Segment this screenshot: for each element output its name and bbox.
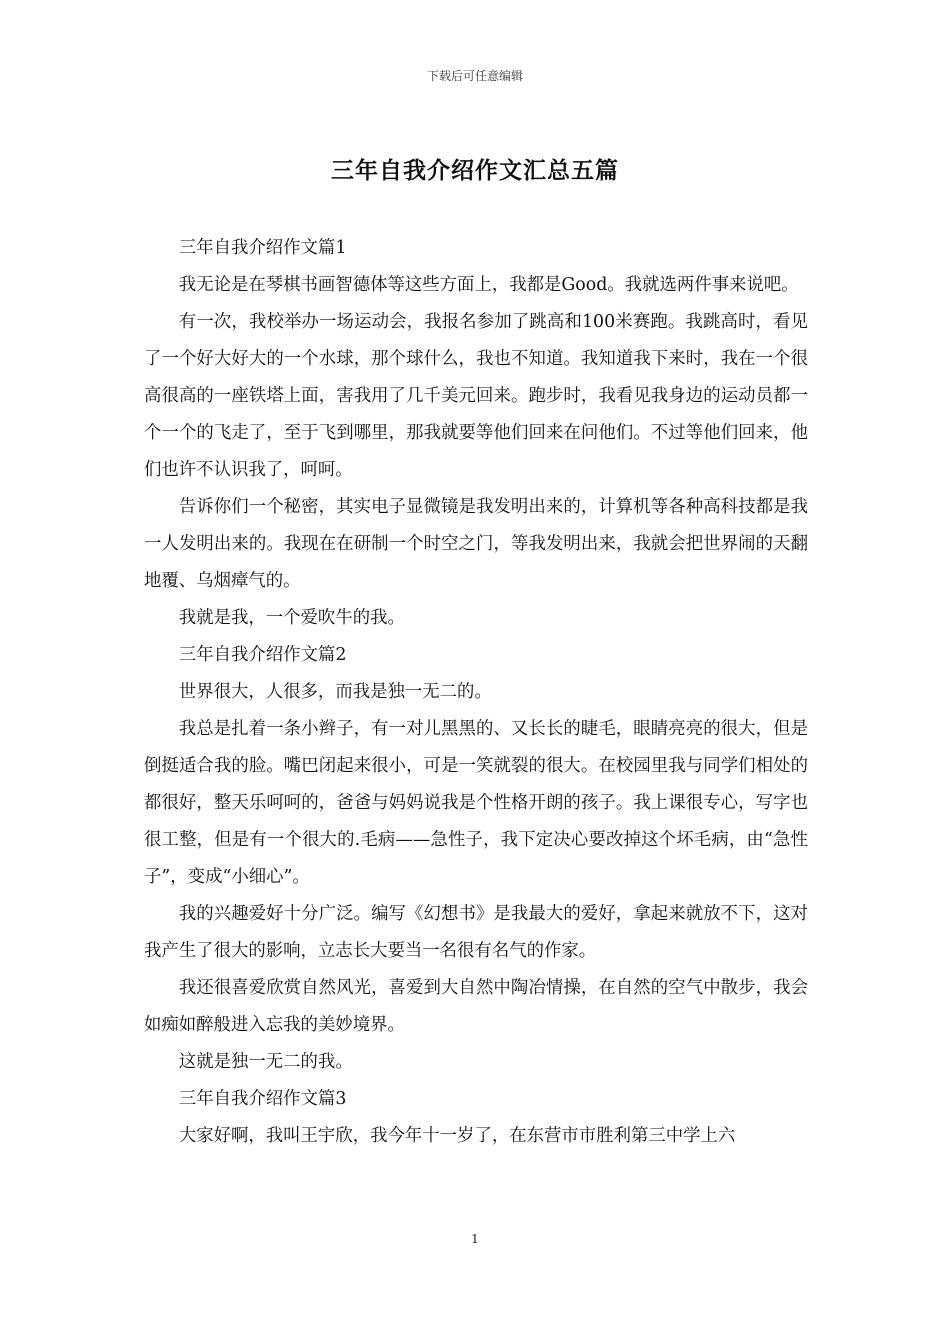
page-number: 1 [471,1232,479,1246]
paragraph: 我就是我，一个爱吹牛的我。 [178,608,405,628]
section-heading-2: 三年自我介绍作文篇2 [178,645,347,665]
section-heading-1: 三年自我介绍作文篇1 [178,238,347,258]
paragraph: 我的兴趣爱好十分广泛。编写《幻想书》是我最大的爱好，拿起来就放不下，这对我产生了很大的影响，立志长大要当一名很有名气的作家。 [144,904,808,961]
page-header: 下载后可任意编辑 [426,69,523,83]
section-heading-3: 三年自我介绍作文篇3 [178,1089,347,1109]
paragraph: 告诉你们一个秘密，其实电子显微镜是我发明出来的，计算机等各种高科技都是我一人发明出来的。我现在在研制一个时空之门，等我发明出来，我就会把世界闹的天翻地覆、乌烟瘴气的。 [144,497,808,591]
document-body [144,230,808,1155]
paragraph: 这就是独一无二的我。 [178,1052,353,1072]
paragraph: 我无论是在琴棋书画智德体等这些方面上，我都是Good。我就选两件事来说吧。 [178,275,799,295]
paragraph: 有一次，我校举办一场运动会，我报名参加了跳高和100米赛跑。我跳高时，看见了一个好大好大的一个水球，那个球什么，我也不知道。我知道我下来时，我在一个很高很高的一座铁塔上面，害我用了几千美元回来。跑步时，我看见我身边的运动员都一个一个的飞走了，至于飞到哪里，那我就要等他们回来在问他们。不过等他们回来，他们也许不认识我了，呵呵。 [144,312,808,480]
paragraph: 大家好啊，我叫王宇欣，我今年十一岁了，在东营市市胜利第三中学上六 [178,1126,736,1146]
paragraph: 世界很大，人很多，而我是独一无二的。 [178,682,492,702]
document-title: 三年自我介绍作文汇总五篇 [331,157,619,184]
paragraph: 我总是扎着一条小辫子，有一对儿黑黑的、又长长的睫毛，眼睛亮亮的很大，但是倒挺适合我的脸。嘴巴闭起来很小，可是一笑就裂的很大。在校园里我与同学们相处的都很好，整天乐呵呵的，爸爸与妈妈说我是个性格开朗的孩子。我上课很专心，写字也很工整，但是有一个很大的.毛病——急性子，我下定决心要改掉这个坏毛病，由“急性子”，变成“小细心”。 [144,719,808,887]
paragraph: 我还很喜爱欣赏自然风光，喜爱到大自然中陶冶情操，在自然的空气中散步，我会如痴如醉般进入忘我的美妙境界。 [144,978,808,1035]
